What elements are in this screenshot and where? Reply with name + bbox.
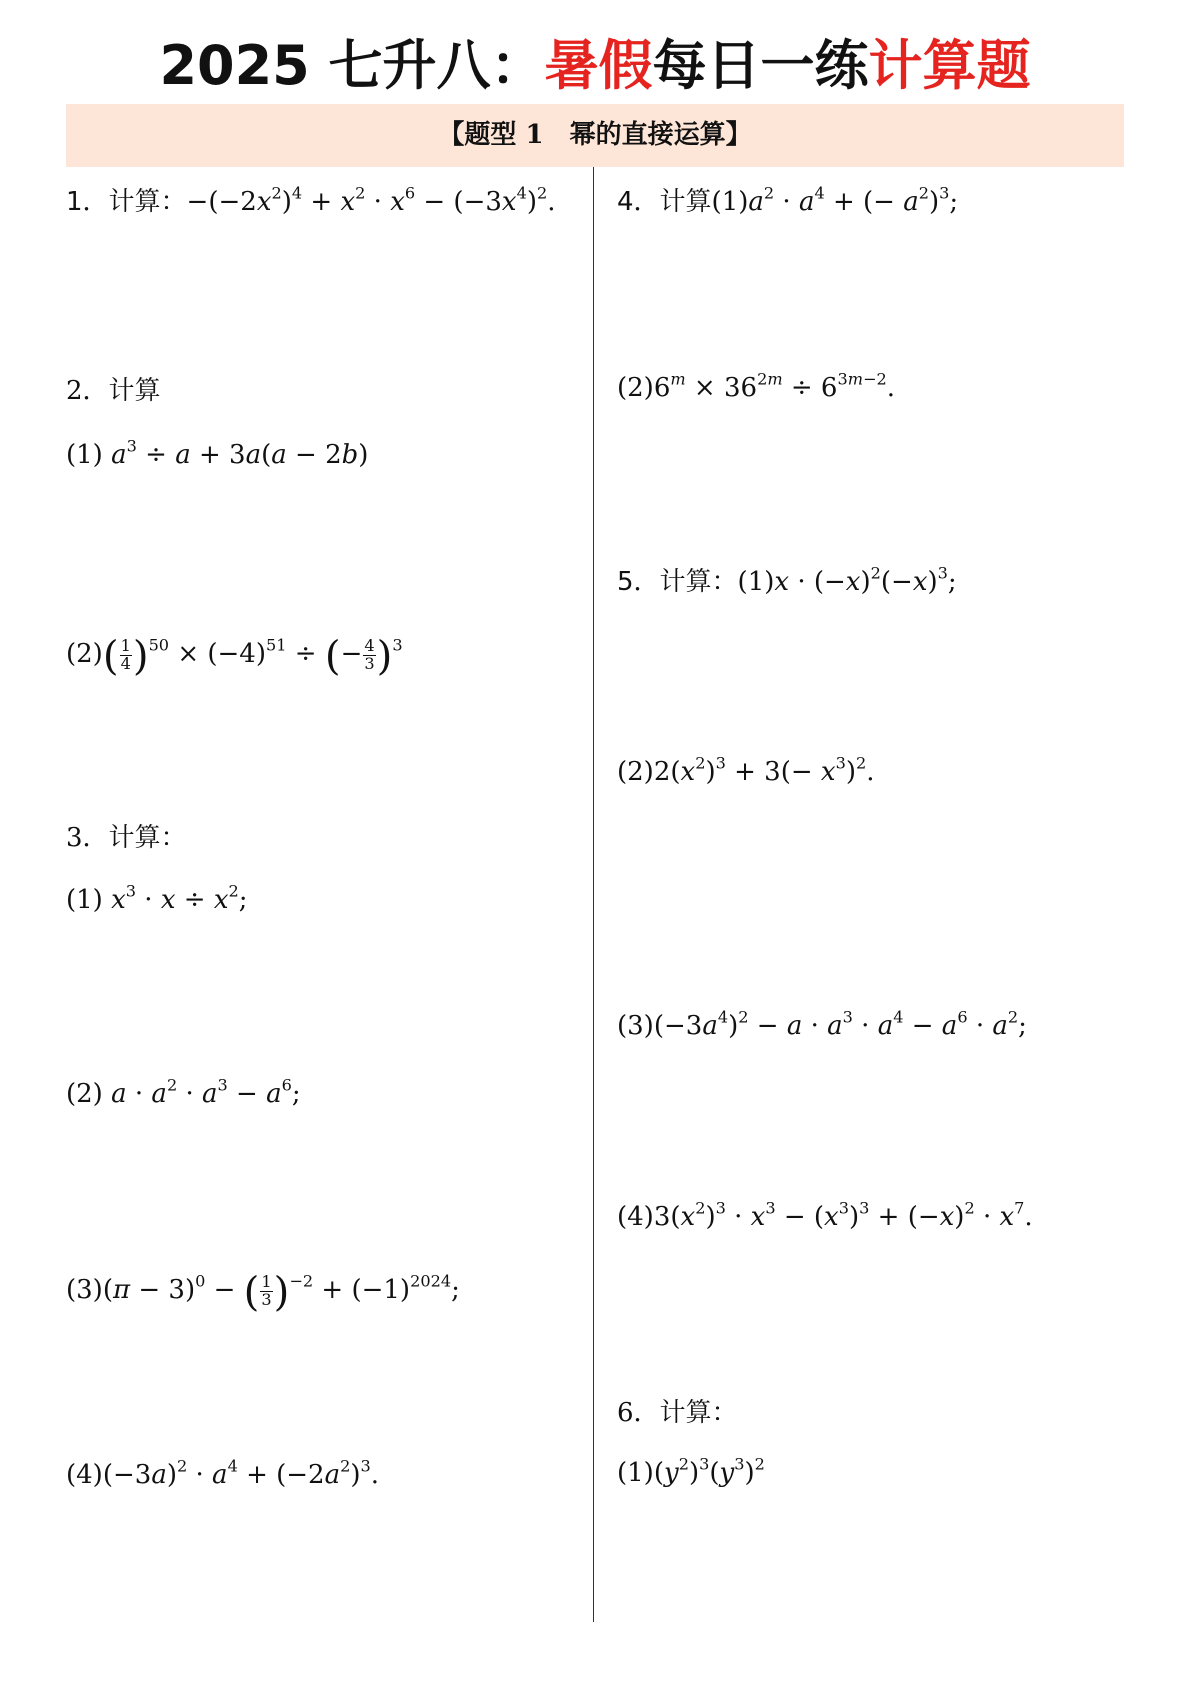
question-5-item-3-label: (3) bbox=[617, 1011, 654, 1041]
title-highlight-calc: 计算题 bbox=[868, 34, 1031, 97]
question-3-item-2-expr: $a \cdot a^2 \cdot a^3 - a^6$; bbox=[111, 1075, 301, 1109]
question-5-item-1-expr: $x \cdot (-x)^2(-x)^3$; bbox=[774, 563, 957, 597]
section-banner: 【题型 1 幂的直接运算】 bbox=[66, 104, 1124, 167]
question-1-expr: $-(-2x^2)^4 + x^2 \cdot x^6 - (-3x^4)^2$. bbox=[186, 183, 556, 217]
question-3-head: 3．计算： bbox=[66, 823, 187, 853]
question-2-item-2-label: (2) bbox=[66, 639, 103, 669]
question-5-item-4-expr: $3(x^2)^3 \cdot x^3 - (x^3)^3 + (-x)^2 \cdot x^7$. bbox=[653, 1198, 1033, 1232]
question-4-item-1-label: (1) bbox=[711, 187, 749, 217]
question-5-item-3-expr: $(-3a^4)^2 - a \cdot a^3 \cdot a^4 - a^6 \cdot a^2$; bbox=[653, 1007, 1027, 1041]
question-2-item-2-expr: ( $\frac{1}{4}$ )$^{50} \times (-4)^{51}$ ÷ (− $\frac{4}{3}$ )$^3$ bbox=[102, 632, 403, 680]
question-3-item-1-expr: $x^3 \cdot x \div x^2$; bbox=[111, 881, 248, 915]
question-4-head: 4．计算 bbox=[617, 187, 712, 217]
question-5-item-4 bbox=[617, 1198, 1033, 1236]
title-prefix: 2025 七升八： bbox=[159, 34, 545, 97]
question-5-item-2 bbox=[617, 753, 875, 791]
question-4-item-2-expr: $6^m \times 36^{2m} \div 6^{3m-2}$. bbox=[653, 369, 896, 403]
question-3-item-3-expr: $(\pi - 3)^0$ − ( $\frac{1}{3}$ )$^{-2} + (-1)^{2024}$; bbox=[102, 1268, 460, 1316]
question-5 bbox=[617, 563, 957, 601]
question-3-item-2 bbox=[66, 1075, 301, 1113]
question-3-item-1-label: (1) bbox=[66, 885, 103, 915]
question-4-item-2 bbox=[617, 369, 895, 407]
question-3-item-4-label: (4) bbox=[66, 1460, 103, 1490]
question-4-item-1-expr: $a^2 \cdot a^4$ + (− $a^2)^3$; bbox=[748, 183, 959, 217]
question-4-item-2-label: (2) bbox=[617, 373, 654, 403]
question-2-item-1 bbox=[66, 436, 368, 474]
question-5-item-4-label: (4) bbox=[617, 1202, 654, 1232]
question-6-item-1-expr: $(y^2)^3(y^3)^2$ bbox=[653, 1454, 765, 1488]
question-3-item-4-expr: $(-3a)^2 \cdot a^4 + (-2a^2)^3$. bbox=[102, 1456, 380, 1490]
question-5-item-1-label: (1) bbox=[737, 567, 775, 597]
question-6-item-1-label: (1) bbox=[617, 1458, 654, 1488]
question-3-item-1 bbox=[66, 881, 248, 919]
question-6-item-1 bbox=[617, 1454, 765, 1492]
question-3-item-3 bbox=[66, 1262, 460, 1320]
question-5-item-2-expr: $2(x^2)^3 + 3(- x^3)^2$. bbox=[653, 753, 875, 787]
question-1 bbox=[66, 183, 556, 221]
question-2-head: 2．计算 bbox=[66, 376, 161, 406]
column-divider bbox=[593, 167, 594, 1622]
question-2-item-1-expr: $a^3 \div a + 3a(a - 2b)$ bbox=[111, 436, 369, 470]
question-3-item-2-label: (2) bbox=[66, 1079, 103, 1109]
question-5-item-3 bbox=[617, 1007, 1027, 1045]
question-5-head: 5．计算： bbox=[617, 567, 738, 597]
question-5-item-2-label: (2) bbox=[617, 757, 654, 787]
question-1-head: 1．计算： bbox=[66, 187, 187, 217]
title-middle: 每日一练 bbox=[652, 34, 869, 97]
question-4 bbox=[617, 183, 958, 221]
question-3-item-4 bbox=[66, 1456, 379, 1494]
question-6-head: 6．计算： bbox=[617, 1398, 738, 1428]
title-highlight-summer: 暑假 bbox=[544, 34, 653, 97]
page-title bbox=[0, 22, 1190, 110]
question-3-item-3-label: (3) bbox=[66, 1275, 103, 1305]
question-2-item-2 bbox=[66, 626, 403, 684]
question-2-item-1-label: (1) bbox=[66, 440, 103, 470]
